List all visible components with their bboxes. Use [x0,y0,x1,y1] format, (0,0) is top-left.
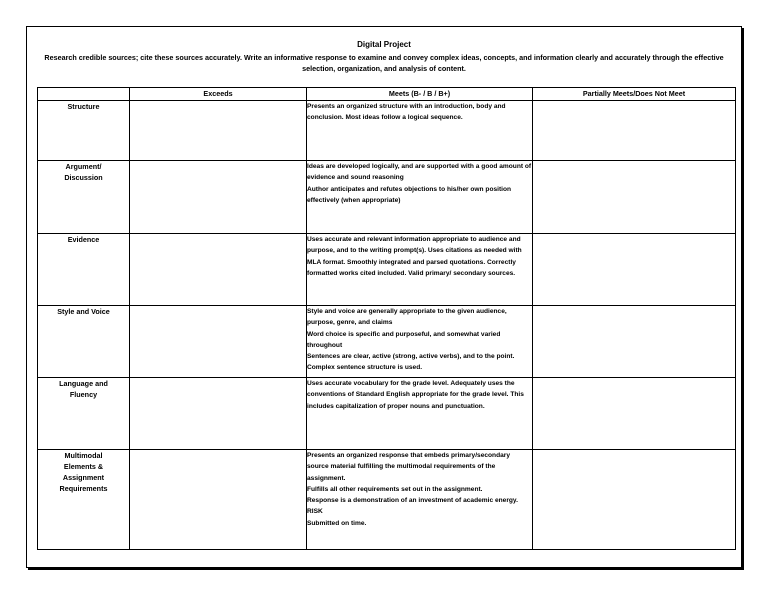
criterion-cell: Multimodal Elements & Assignment Requirements [38,450,130,550]
header-partial: Partially Meets/Does Not Meet [533,88,736,101]
meets-cell: Presents an organized structure with an introduction, body and conclusion. Most ideas follow a logical sequence. [307,101,533,161]
rubric-row-style-voice [38,306,736,378]
meets-cell: Uses accurate vocabulary for the grade level. Adequately uses the conventions of Standard English appropriate for the grade level. This includes capitalization of proper nouns and punctuation. [307,378,533,450]
header-criterion [38,88,130,101]
partial-cell [533,234,736,306]
rubric-row-argument [38,161,736,234]
rubric-table [37,87,736,550]
document-instructions: Research credible sources; cite these sources accurately. Write an informative response to examine and convey complex ideas, concepts, and information clearly and accurately through the effective selection, organization, and analysis of content. [44,53,724,73]
exceeds-cell [130,101,307,161]
criterion-cell: Language and Fluency [38,378,130,450]
criterion-cell: Style and Voice [38,306,130,378]
partial-cell [533,378,736,450]
exceeds-cell [130,378,307,450]
header-meets: Meets (B- / B / B+) [307,88,533,101]
document-title: Digital Project [357,40,411,49]
partial-cell [533,101,736,161]
criterion-cell: Evidence [38,234,130,306]
criterion-cell: Argument/ Discussion [38,161,130,234]
meets-cell: Ideas are developed logically, and are supported with a good amount of evidence and sound reasoning Author anticipates and refutes objections to his/her own position effectively (when appropriate) [307,161,533,234]
exceeds-cell [130,161,307,234]
exceeds-cell [130,234,307,306]
partial-cell [533,306,736,378]
exceeds-cell [130,450,307,550]
rubric-header-row [38,88,736,101]
meets-cell: Uses accurate and relevant information appropriate to audience and purpose, and to the writing prompt(s). Uses citations as needed with MLA format. Smoothly integrated and parsed quotations. Correctly formatted works cited included. Valid primary/ secondary sources. [307,234,533,306]
rubric-row-language-fluency [38,378,736,450]
header-exceeds: Exceeds [130,88,307,101]
meets-cell: Presents an organized response that embeds primary/secondary source material fulfilling the multimodal requirements of the assignment. Fulfills all other requirements set out in the assignment. Response is a demonstration of an investment of academic energy. RISK Submitted on time. [307,450,533,550]
rubric-row-evidence [38,234,736,306]
rubric-row-multimodal [38,450,736,550]
partial-cell [533,450,736,550]
criterion-cell: Structure [38,101,130,161]
rubric-row-structure [38,101,736,161]
exceeds-cell [130,306,307,378]
meets-cell: Style and voice are generally appropriate to the given audience, purpose, genre, and claims Word choice is specific and purposeful, and somewhat varied throughout Sentences are clear, active (strong, active verbs), and to the point. Complex sentence structure is used. [307,306,533,378]
partial-cell [533,161,736,234]
